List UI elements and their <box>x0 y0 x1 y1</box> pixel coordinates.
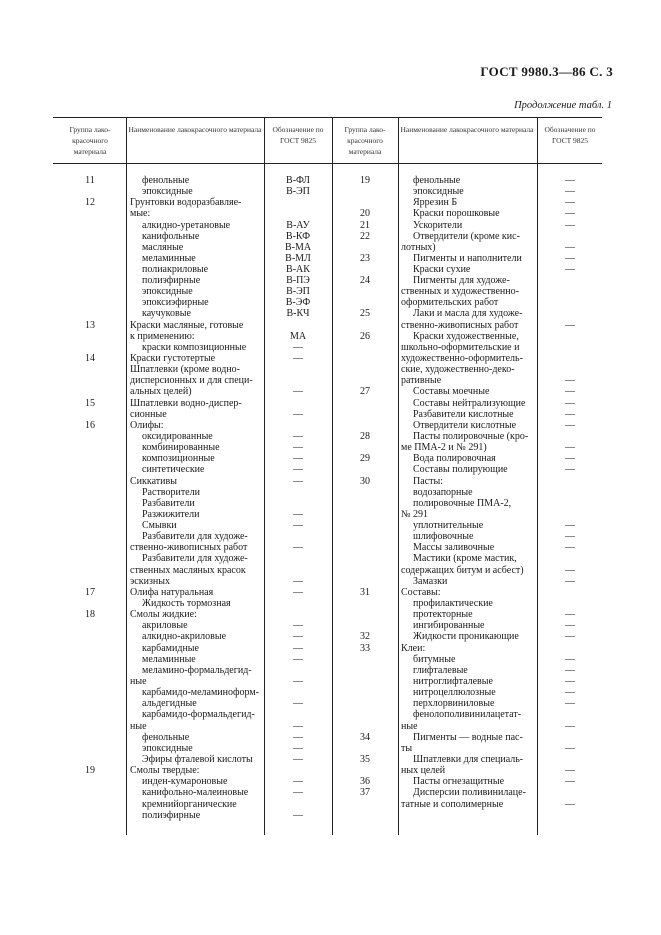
group-number-right: 36 <box>360 776 370 787</box>
gost-code-left: — <box>293 787 303 798</box>
material-name-left: эпоксидные <box>142 286 193 297</box>
material-name-left: Шпатлевки водно-диспер- <box>130 398 242 409</box>
material-name-left: ные <box>130 721 147 732</box>
column-header-name-right: Наименование лакокрасочного материала <box>400 125 534 134</box>
column-divider <box>537 117 538 835</box>
material-name-right: Отвердители кислотные <box>413 420 517 431</box>
material-name-right: оформительских работ <box>401 297 499 308</box>
gost-code-left: — <box>293 464 303 475</box>
group-number-right: 30 <box>360 476 370 487</box>
material-name-left: полиэфирные <box>142 810 201 821</box>
material-name-right: Разбавители кислотные <box>413 409 514 420</box>
material-name-right: школьно-оформительские и <box>401 342 520 353</box>
material-name-right: Пасты: <box>413 476 443 487</box>
material-name-right: битумные <box>413 654 456 665</box>
gost-code-left: — <box>293 509 303 520</box>
gost-code-right: — <box>565 409 575 420</box>
material-name-left: Разжижители <box>142 509 200 520</box>
material-name-right: Дисперсии поливинилаце- <box>413 787 526 798</box>
gost-code-right: — <box>565 665 575 676</box>
material-name-left: Олифы: <box>130 420 164 431</box>
group-number-right: 22 <box>360 231 370 242</box>
gost-code-left: — <box>293 631 303 642</box>
material-name-right: ингибированные <box>413 620 485 631</box>
gost-code-right: — <box>565 743 575 754</box>
material-name-left: синтетические <box>142 464 205 475</box>
gost-code-right: — <box>565 576 575 587</box>
material-name-left: ственно-живописных работ <box>130 542 248 553</box>
material-name-right: Клеи: <box>401 643 426 654</box>
material-name-left: Разбавители для художе- <box>142 531 248 542</box>
material-name-right: Пасты огнезащитные <box>413 776 505 787</box>
column-header-name-left: Наименование лакокрасочного материала <box>128 125 262 134</box>
material-name-right: уплотнительные <box>413 520 484 531</box>
material-name-right: художественно-оформитель- <box>401 353 523 364</box>
gost-code-left: В-МА <box>284 242 312 253</box>
gost-code-right: — <box>565 687 575 698</box>
material-name-left: карбамидные <box>142 643 199 654</box>
material-name-left: фенольные <box>142 732 190 743</box>
material-name-right: протекторные <box>413 609 473 620</box>
material-name-right: нитроглифталевые <box>413 676 493 687</box>
material-name-left: Жидкость тормозная <box>142 598 231 609</box>
gost-code-left: В-ПЭ <box>286 275 310 286</box>
material-name-right: шлифовочные <box>413 531 474 542</box>
material-name-left: эпоксидные <box>142 743 193 754</box>
gost-code-left: — <box>293 676 303 687</box>
material-name-right: Мастики (кроме мастик, <box>413 553 517 564</box>
material-name-right: Составы моечные <box>413 386 490 397</box>
gost-code-right: — <box>565 698 575 709</box>
material-name-right: Краски сухие <box>413 264 471 275</box>
material-name-right: ственных и художественно- <box>401 286 519 297</box>
material-name-left: краски композиционные <box>142 342 247 353</box>
group-number-right: 26 <box>360 331 370 342</box>
page-header: ГОСТ 9980.3—86 С. 3 <box>480 64 613 79</box>
material-name-right: ные <box>401 721 418 732</box>
column-divider <box>126 117 127 835</box>
gost-code-left: В-АК <box>286 264 310 275</box>
table-top-rule <box>53 117 602 118</box>
gost-code-left: — <box>293 776 303 787</box>
material-name-right: Пигменты — водные пас- <box>413 732 523 743</box>
material-name-left: Растворители <box>142 487 200 498</box>
group-number-left: 18 <box>85 609 95 620</box>
column-center-rule <box>332 117 333 835</box>
material-name-left: альдегидные <box>142 698 197 709</box>
column-header-group-left: Группа лако-красочного материала <box>69 125 111 156</box>
group-number-left: 16 <box>85 420 95 431</box>
group-number-right: 24 <box>360 275 370 286</box>
column-header-code-right: Обозначение по ГОСТ 9825 <box>544 125 596 145</box>
material-name-left: ственных масляных красок <box>130 565 246 576</box>
material-name-left: меламино-формальдегид- <box>142 665 252 676</box>
gost-code-left: — <box>293 386 303 397</box>
material-name-left: Смывки <box>142 520 177 531</box>
material-name-left: Смолы твердые: <box>130 765 200 776</box>
group-number-right: 34 <box>360 732 370 743</box>
group-number-right: 23 <box>360 253 370 264</box>
material-name-right: лотных) <box>401 242 436 253</box>
material-name-left: фенольные <box>142 175 190 186</box>
group-number-right: 33 <box>360 643 370 654</box>
group-number-left: 11 <box>85 175 95 186</box>
material-name-left: мые: <box>130 208 151 219</box>
table-continuation-label: Продолжение табл. 1 <box>514 100 612 111</box>
group-number-right: 21 <box>360 220 370 231</box>
material-name-right: Краски художественные, <box>413 331 519 342</box>
group-number-right: 19 <box>360 175 370 186</box>
gost-code-right: — <box>565 264 575 275</box>
material-name-right: № 291 <box>401 509 429 520</box>
gost-code-right: — <box>565 765 575 776</box>
column-divider <box>264 117 265 835</box>
gost-code-right: — <box>565 398 575 409</box>
group-number-right: 27 <box>360 386 370 397</box>
material-name-left: ные <box>130 676 147 687</box>
material-name-right: Яррезин Б <box>413 197 458 208</box>
gost-code-right: — <box>565 453 575 464</box>
gost-code-right: — <box>565 464 575 475</box>
material-name-right: Пасты полировочные (кро- <box>413 431 529 442</box>
gost-code-right: — <box>565 776 575 787</box>
gost-code-right: — <box>565 375 575 386</box>
gost-code-right: — <box>565 799 575 810</box>
material-name-right: ты <box>401 743 413 754</box>
gost-code-right: — <box>565 442 575 453</box>
gost-code-right: — <box>565 197 575 208</box>
material-name-right: глифталевые <box>413 665 468 676</box>
gost-code-left: — <box>293 743 303 754</box>
group-number-right: 28 <box>360 431 370 442</box>
group-number-left: 15 <box>85 398 95 409</box>
gost-code-left: МА <box>289 331 307 342</box>
gost-code-left: — <box>293 342 303 353</box>
material-name-right: Отвердители (кроме кис- <box>413 231 520 242</box>
material-name-left: эскизных <box>130 576 170 587</box>
gost-code-right: — <box>565 253 575 264</box>
group-number-right: 35 <box>360 754 370 765</box>
gost-code-right: — <box>565 531 575 542</box>
material-name-left: Краски масляные, готовые <box>130 320 244 331</box>
material-name-left: меламинные <box>142 253 196 264</box>
material-name-left: инден-кумароновые <box>142 776 228 787</box>
gost-code-left: — <box>293 754 303 765</box>
column-header-code-left: Обозначение по ГОСТ 9825 <box>272 125 324 145</box>
gost-code-right: — <box>565 220 575 231</box>
material-name-right: ские, художественно-деко- <box>401 364 515 375</box>
group-number-right: 29 <box>360 453 370 464</box>
gost-code-right: — <box>565 420 575 431</box>
group-number-right: 32 <box>360 631 370 642</box>
gost-code-right: — <box>565 520 575 531</box>
material-name-right: содержащих битум и асбест) <box>401 565 524 576</box>
material-name-left: Краски густотертые <box>130 353 216 364</box>
column-header-group-right: Группа лако-красочного материала <box>344 125 386 156</box>
gost-code-right: — <box>565 242 575 253</box>
material-name-left: карбамидо-меламиноформ- <box>142 687 259 698</box>
material-name-left: Смолы жидкие: <box>130 609 197 620</box>
material-name-right: ративные <box>401 375 442 386</box>
gost-code-left: — <box>293 732 303 743</box>
material-name-left: эпоксиэфирные <box>142 297 209 308</box>
material-name-right: Пигменты и наполнители <box>413 253 522 264</box>
gost-code-left: В-МЛ <box>285 253 311 264</box>
material-name-right: Лаки и масла для художе- <box>413 308 523 319</box>
material-name-left: Эфиры фталевой кислоты <box>142 754 253 765</box>
material-name-left: Разбавители <box>142 498 195 509</box>
material-name-left: каучуковые <box>142 308 191 319</box>
gost-code-left: В-ЭП <box>286 186 310 197</box>
material-name-left: полиэфирные <box>142 275 201 286</box>
material-name-right: полировочные ПМА-2, <box>413 498 512 509</box>
material-name-left: канифольные <box>142 231 200 242</box>
group-number-left: 13 <box>85 320 95 331</box>
material-name-left: Шпатлевки (кроме водно- <box>130 364 240 375</box>
material-name-right: Составы полирующие <box>413 464 508 475</box>
material-name-left: альных целей) <box>130 386 192 397</box>
gost-code-left: — <box>293 576 303 587</box>
material-name-right: Вода полировочная <box>413 453 496 464</box>
gost-code-right: — <box>565 386 575 397</box>
material-name-right: Жидкости проникающие <box>413 631 519 642</box>
column-divider <box>398 117 399 835</box>
gost-code-right: — <box>565 542 575 553</box>
material-name-left: Олифа натуральная <box>130 587 214 598</box>
gost-code-right: — <box>565 721 575 732</box>
material-name-left: к применению: <box>130 331 195 342</box>
material-name-right: водозапорные <box>413 487 473 498</box>
gost-code-left: В-КЧ <box>286 308 310 319</box>
gost-code-left: — <box>293 654 303 665</box>
group-number-right: 31 <box>360 587 370 598</box>
group-number-left: 12 <box>85 197 95 208</box>
material-name-right: Пигменты для художе- <box>413 275 510 286</box>
gost-code-right: — <box>565 320 575 331</box>
gost-code-left: — <box>293 698 303 709</box>
group-number-left: 19 <box>85 765 95 776</box>
material-name-left: акриловые <box>142 620 188 631</box>
material-name-right: Составы: <box>401 587 441 598</box>
material-name-right: Краски порошковые <box>413 208 500 219</box>
gost-code-left: — <box>293 520 303 531</box>
material-name-right: Массы заливочные <box>413 542 495 553</box>
material-name-left: комбинированные <box>142 442 220 453</box>
material-name-left: алкидно-уретановые <box>142 220 231 231</box>
material-name-left: канифольно-малеиновые <box>142 787 249 798</box>
gost-code-left: — <box>293 587 303 598</box>
material-name-right: фенолополивинилацетат- <box>413 709 522 720</box>
gost-code-left: — <box>293 353 303 364</box>
gost-code-left: — <box>293 431 303 442</box>
gost-code-left: — <box>293 620 303 631</box>
material-name-left: Грунтовки водоразбавляе- <box>130 197 242 208</box>
material-name-right: ственно-живописных работ <box>401 320 519 331</box>
material-name-right: фенольные <box>413 175 461 186</box>
material-name-left: кремнийорганические <box>142 799 237 810</box>
material-name-left: Сиккативы <box>130 476 177 487</box>
material-name-right: нитроцеллюлозные <box>413 687 496 698</box>
gost-code-left: В-ЭФ <box>285 297 311 308</box>
material-name-right: Составы нейтрализующие <box>413 398 526 409</box>
material-name-left: полиакриловые <box>142 264 209 275</box>
gost-code-right: — <box>565 654 575 665</box>
gost-code-left: — <box>293 453 303 464</box>
gost-code-left: — <box>293 442 303 453</box>
gost-code-right: — <box>565 620 575 631</box>
gost-code-right: — <box>565 208 575 219</box>
material-name-left: масляные <box>142 242 184 253</box>
material-name-left: Разбавители для художе- <box>142 553 248 564</box>
gost-code-right: — <box>565 676 575 687</box>
gost-code-left: В-АУ <box>286 220 310 231</box>
gost-code-right: — <box>565 565 575 576</box>
material-name-right: ных целей <box>401 765 446 776</box>
material-name-right: Шпатлевки для специаль- <box>413 754 524 765</box>
gost-code-right: — <box>565 609 575 620</box>
gost-code-left: — <box>293 721 303 732</box>
material-name-left: оксидированные <box>142 431 213 442</box>
gost-code-right: — <box>565 631 575 642</box>
material-name-left: карбамидо-формальдегид- <box>142 709 255 720</box>
gost-code-left: — <box>293 643 303 654</box>
material-name-left: сионные <box>130 409 167 420</box>
material-name-right: ме ПМА-2 и № 291) <box>401 442 487 453</box>
gost-code-right: — <box>565 186 575 197</box>
material-name-right: перхлорвиниловые <box>413 698 495 709</box>
material-name-left: меламинные <box>142 654 196 665</box>
material-name-right: татные и сополимерные <box>401 799 504 810</box>
material-name-right: Замазки <box>413 576 448 587</box>
material-name-right: эпоксидные <box>413 186 464 197</box>
gost-code-left: — <box>293 409 303 420</box>
material-name-left: эпоксидные <box>142 186 193 197</box>
gost-code-left: В-КФ <box>285 231 311 242</box>
material-name-left: алкидно-акриловые <box>142 631 227 642</box>
group-number-right: 37 <box>360 787 370 798</box>
group-number-left: 17 <box>85 587 95 598</box>
material-name-left: дисперсионных и для специ- <box>130 375 253 386</box>
table-header-rule <box>53 163 602 164</box>
gost-code-left: — <box>293 810 303 821</box>
gost-code-left: — <box>293 542 303 553</box>
gost-code-left: — <box>293 476 303 487</box>
group-number-left: 14 <box>85 353 95 364</box>
gost-code-right: — <box>565 175 575 186</box>
group-number-right: 25 <box>360 308 370 319</box>
group-number-right: 20 <box>360 208 370 219</box>
material-name-right: профилактические <box>413 598 493 609</box>
material-name-right: Ускорители <box>413 220 463 231</box>
gost-code-left: В-ФЛ <box>286 175 310 186</box>
material-name-left: композиционные <box>142 453 215 464</box>
gost-code-left: В-ЭП <box>286 286 310 297</box>
